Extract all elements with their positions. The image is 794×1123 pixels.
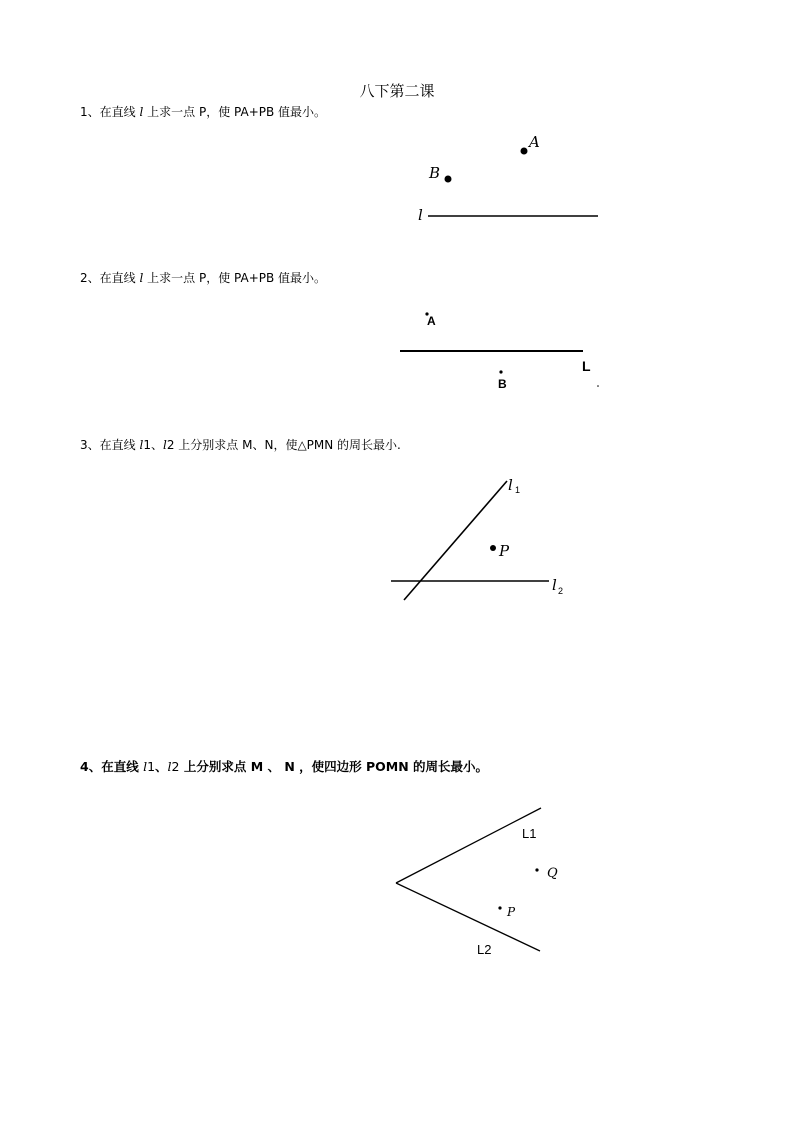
fig3-label-l2: l xyxy=(552,576,557,594)
question-3-line1-var: l xyxy=(139,438,144,452)
fig1-label-a: A xyxy=(529,133,540,151)
fig4-line-l2 xyxy=(396,883,540,951)
fig4-label-l2: L2 xyxy=(477,942,492,957)
page-title: 八下第二课 xyxy=(359,82,435,100)
question-2-text: 上求一点 P，使 PA+PB 值最小。 xyxy=(147,271,327,285)
fig1-label-l: l xyxy=(418,206,423,224)
question-4-line1-var: l xyxy=(143,759,148,774)
fig4-label-q: Q xyxy=(547,866,558,881)
fig3-label-p: P xyxy=(499,542,510,560)
fig3-label-l2-sub: 2 xyxy=(558,586,564,596)
question-3-line1-sub: 1 xyxy=(143,438,151,452)
question-3-line2-var: l xyxy=(162,438,167,452)
question-4-number: 4、 xyxy=(80,759,102,774)
fig4-label-p: P xyxy=(507,905,516,919)
fig2-label-l: L xyxy=(582,358,591,374)
question-4-line1-sub: 1 xyxy=(147,759,156,774)
fig1-label-b: B xyxy=(429,164,441,182)
question-1-pre: 在直线 xyxy=(99,105,136,119)
question-3-sep: 、 xyxy=(150,438,163,452)
question-4-pre: 在直线 xyxy=(101,759,139,774)
question-4-text: 上分别求点 M 、 N ，使四边形 POMN 的周长最小。 xyxy=(183,759,489,774)
fig3-label-l1-sub: 1 xyxy=(515,485,521,495)
fig4-point-q xyxy=(535,868,538,871)
question-3-pre: 在直线 xyxy=(99,438,136,452)
question-3-text: 上分别求点 M、N，使△PMN 的周长最小. xyxy=(178,438,401,452)
question-4-sep: 、 xyxy=(155,759,168,774)
question-3-number: 3、 xyxy=(80,438,100,452)
fig4-point-p xyxy=(498,906,501,909)
question-4-line2-sub: 2 xyxy=(171,759,180,774)
fig4-line-l1 xyxy=(396,808,541,883)
question-1-number: 1、 xyxy=(80,105,100,119)
fig2-label-a: A xyxy=(427,314,436,328)
question-2-line-var: l xyxy=(139,271,144,285)
question-3-line2-sub: 2 xyxy=(166,438,175,452)
question-2-number: 2、 xyxy=(80,271,100,285)
question-1-line-var: l xyxy=(139,105,144,119)
question-2-pre: 在直线 xyxy=(99,271,136,285)
question-4-line2-var: l xyxy=(167,759,172,774)
fig2-label-b: B xyxy=(498,377,507,391)
question-1-text: 上求一点 P，使 PA+PB 值最小。 xyxy=(147,105,327,119)
fig3-label-l1: l xyxy=(508,476,513,494)
fig4-label-l1: L1 xyxy=(522,826,537,841)
